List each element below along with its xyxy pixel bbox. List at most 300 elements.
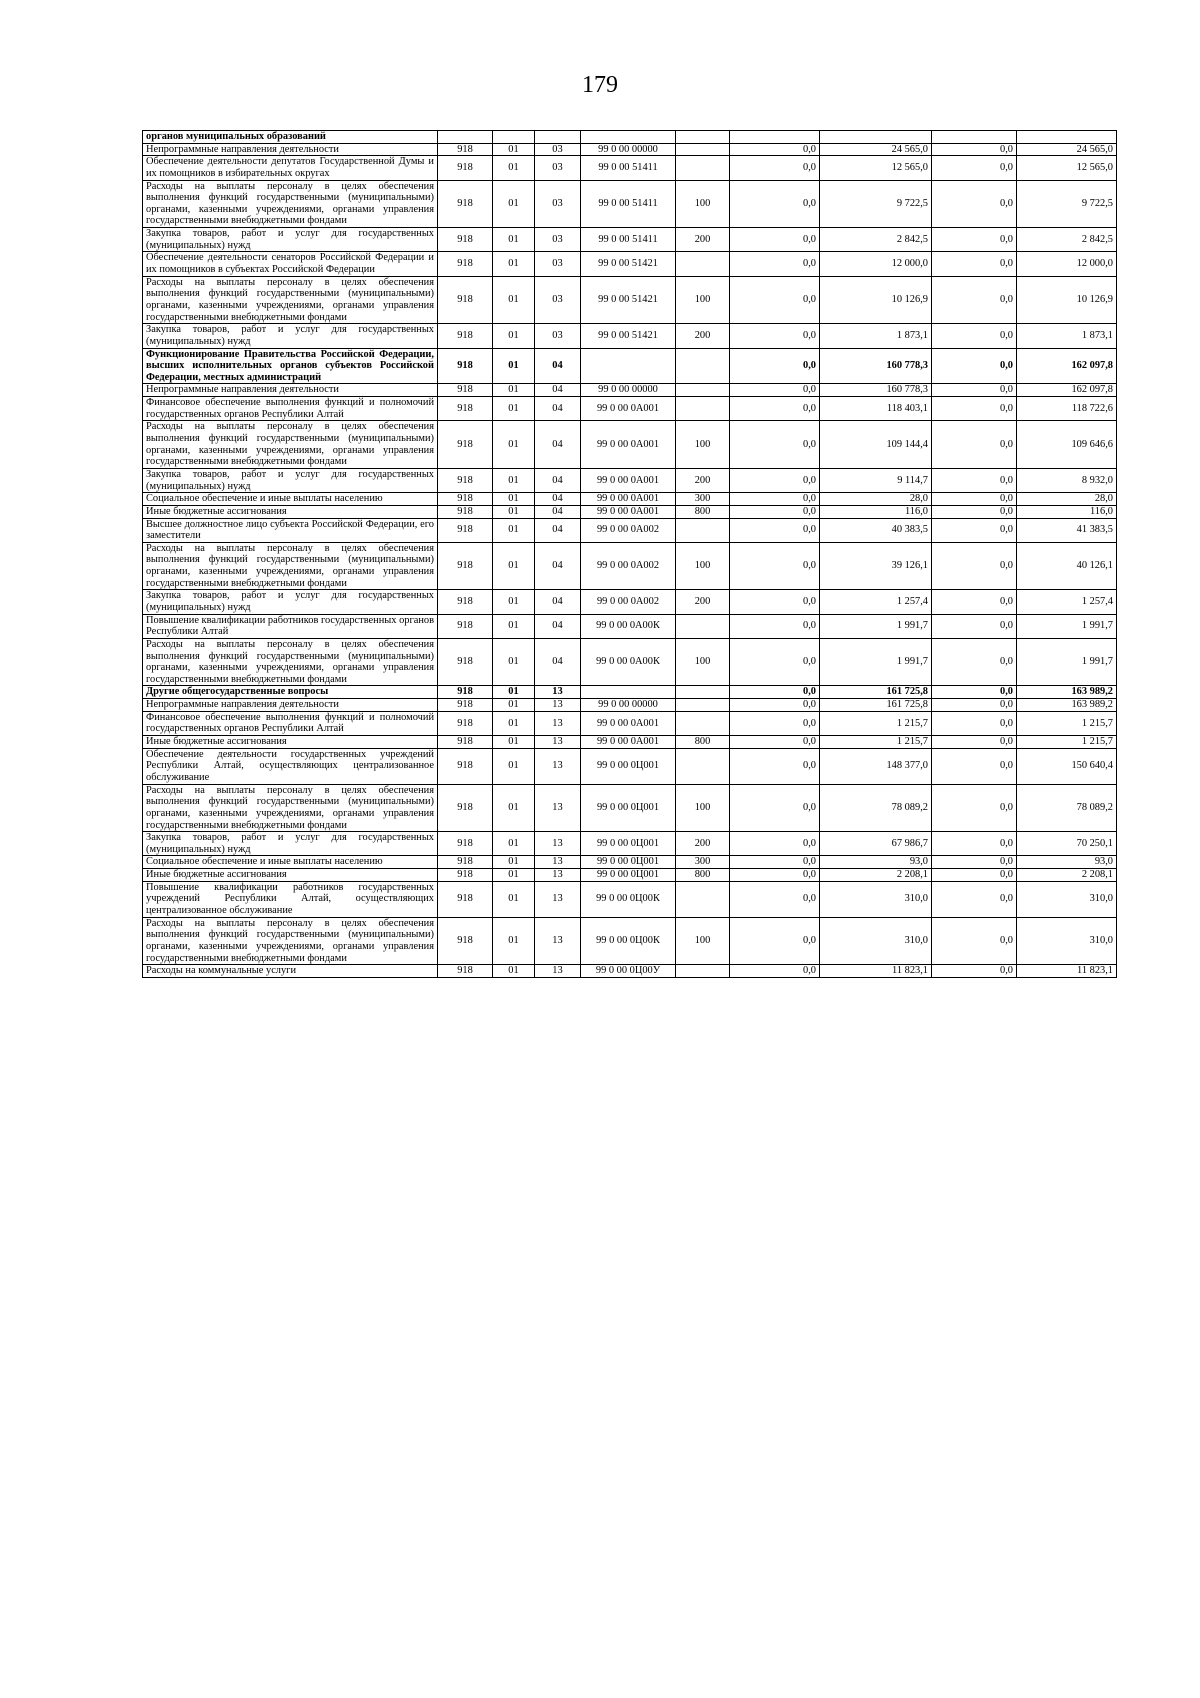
table-row <box>143 156 1117 180</box>
target-article-code: 99 0 00 0А002 <box>581 590 676 614</box>
subsection-code: 03 <box>535 143 581 156</box>
amount-col-3: 0,0 <box>932 614 1017 638</box>
expense-name: Финансовое обеспечение выполнения функций и полномочий государственных органов Республики Алтай <box>143 397 438 421</box>
amount-col-1: 0,0 <box>730 748 820 784</box>
section-code: 01 <box>493 180 535 228</box>
amount-col-1: 0,0 <box>730 917 820 965</box>
target-article-code: 99 0 00 00000 <box>581 384 676 397</box>
amount-col-1: 0,0 <box>730 638 820 686</box>
amount-col-4: 12 000,0 <box>1017 252 1117 276</box>
section-code: 01 <box>493 384 535 397</box>
admin-code: 918 <box>438 832 493 856</box>
section-code: 01 <box>493 832 535 856</box>
admin-code: 918 <box>438 468 493 492</box>
section-code: 01 <box>493 493 535 506</box>
amount-col-2: 310,0 <box>820 881 932 917</box>
subsection-code: 13 <box>535 965 581 978</box>
section-code: 01 <box>493 397 535 421</box>
expense-name: Расходы на выплаты персоналу в целях обеспечения выполнения функций государственными (муниципальными) органами, казенными учреждениями, органами управления государственными внебюджетными фондами <box>143 638 438 686</box>
section-code: 01 <box>493 638 535 686</box>
amount-col-2: 1 991,7 <box>820 614 932 638</box>
expense-name: Повышение квалификации работников государственных органов Республики Алтай <box>143 614 438 638</box>
expense-type-code <box>676 881 730 917</box>
section-code: 01 <box>493 711 535 735</box>
target-article-code: 99 0 00 0А001 <box>581 505 676 518</box>
table-row <box>143 252 1117 276</box>
subsection-code: 04 <box>535 505 581 518</box>
section-code: 01 <box>493 917 535 965</box>
amount-col-4: 163 989,2 <box>1017 686 1117 699</box>
amount-col-1: 0,0 <box>730 736 820 749</box>
expense-name: Расходы на выплаты персоналу в целях обеспечения выполнения функций государственными (муниципальными) органами, казенными учреждениями, органами управления государственными внебюджетными фондами <box>143 180 438 228</box>
amount-col-2: 1 215,7 <box>820 711 932 735</box>
admin-code: 918 <box>438 252 493 276</box>
expense-name: Закупка товаров, работ и услуг для государственных (муниципальных) нужд <box>143 228 438 252</box>
expense-name: Обеспечение деятельности сенаторов Российской Федерации и их помощников в субъектах Российской Федерации <box>143 252 438 276</box>
admin-code: 918 <box>438 784 493 832</box>
admin-code: 918 <box>438 143 493 156</box>
amount-col-1: 0,0 <box>730 228 820 252</box>
amount-col-1: 0,0 <box>730 348 820 384</box>
amount-col-1: 0,0 <box>730 143 820 156</box>
section-code: 01 <box>493 468 535 492</box>
amount-col-2: 1 215,7 <box>820 736 932 749</box>
amount-col-4: 1 257,4 <box>1017 590 1117 614</box>
expense-name: Непрограммные направления деятельности <box>143 699 438 712</box>
expense-type-code <box>676 711 730 735</box>
expense-type-code: 200 <box>676 228 730 252</box>
amount-col-4: 8 932,0 <box>1017 468 1117 492</box>
subsection-code: 04 <box>535 397 581 421</box>
subsection-code: 04 <box>535 542 581 590</box>
subsection-code: 04 <box>535 384 581 397</box>
expense-type-code: 800 <box>676 736 730 749</box>
table-row <box>143 228 1117 252</box>
admin-code: 918 <box>438 736 493 749</box>
subsection-code: 13 <box>535 832 581 856</box>
section-code: 01 <box>493 748 535 784</box>
amount-col-3: 0,0 <box>932 421 1017 469</box>
amount-col-4: 1 215,7 <box>1017 736 1117 749</box>
expense-name: Закупка товаров, работ и услуг для государственных (муниципальных) нужд <box>143 324 438 348</box>
amount-col-4 <box>1017 131 1117 144</box>
target-article-code: 99 0 00 0Ц00К <box>581 881 676 917</box>
target-article-code: 99 0 00 0А001 <box>581 736 676 749</box>
expense-name: Социальное обеспечение и иные выплаты населению <box>143 493 438 506</box>
section-code: 01 <box>493 421 535 469</box>
admin-code: 918 <box>438 711 493 735</box>
amount-col-2: 9 722,5 <box>820 180 932 228</box>
expense-type-code: 100 <box>676 276 730 324</box>
amount-col-3: 0,0 <box>932 180 1017 228</box>
target-article-code: 99 0 00 51421 <box>581 324 676 348</box>
amount-col-1: 0,0 <box>730 384 820 397</box>
expense-name: Иные бюджетные ассигнования <box>143 736 438 749</box>
expense-name: Непрограммные направления деятельности <box>143 384 438 397</box>
admin-code: 918 <box>438 228 493 252</box>
admin-code: 918 <box>438 276 493 324</box>
expense-type-code <box>676 348 730 384</box>
amount-col-4: 1 991,7 <box>1017 614 1117 638</box>
expense-type-code: 800 <box>676 869 730 882</box>
amount-col-2: 11 823,1 <box>820 965 932 978</box>
expense-name: Функционирование Правительства Российской Федерации, высших исполнительных органов субъектов Российской Федерации, местных администраций <box>143 348 438 384</box>
amount-col-2: 10 126,9 <box>820 276 932 324</box>
subsection-code: 04 <box>535 638 581 686</box>
expense-type-code <box>676 965 730 978</box>
amount-col-4: 10 126,9 <box>1017 276 1117 324</box>
budget-table <box>142 130 1117 978</box>
admin-code: 918 <box>438 965 493 978</box>
table-row <box>143 518 1117 542</box>
amount-col-4: 310,0 <box>1017 917 1117 965</box>
amount-col-3: 0,0 <box>932 252 1017 276</box>
target-article-code: 99 0 00 0Ц001 <box>581 869 676 882</box>
admin-code: 918 <box>438 686 493 699</box>
table-row <box>143 468 1117 492</box>
table-row <box>143 384 1117 397</box>
expense-name: органов муниципальных образований <box>143 131 438 144</box>
amount-col-2: 2 842,5 <box>820 228 932 252</box>
expense-type-code <box>676 156 730 180</box>
amount-col-3: 0,0 <box>932 856 1017 869</box>
admin-code: 918 <box>438 348 493 384</box>
subsection-code: 03 <box>535 228 581 252</box>
target-article-code: 99 0 00 0Ц001 <box>581 832 676 856</box>
target-article-code: 99 0 00 0А001 <box>581 711 676 735</box>
subsection-code: 13 <box>535 881 581 917</box>
admin-code: 918 <box>438 856 493 869</box>
amount-col-2: 2 208,1 <box>820 869 932 882</box>
target-article-code: 99 0 00 0А001 <box>581 468 676 492</box>
amount-col-2: 39 126,1 <box>820 542 932 590</box>
target-article-code <box>581 131 676 144</box>
amount-col-2: 12 565,0 <box>820 156 932 180</box>
table-row <box>143 917 1117 965</box>
table-row <box>143 180 1117 228</box>
admin-code: 918 <box>438 384 493 397</box>
expense-type-code: 100 <box>676 784 730 832</box>
amount-col-3: 0,0 <box>932 384 1017 397</box>
admin-code: 918 <box>438 493 493 506</box>
amount-col-3: 0,0 <box>932 493 1017 506</box>
amount-col-4: 1 215,7 <box>1017 711 1117 735</box>
amount-col-1: 0,0 <box>730 421 820 469</box>
expense-name: Повышение квалификации работников государственных учреждений Республики Алтай, осуществляющих централизованное обслуживание <box>143 881 438 917</box>
amount-col-3: 0,0 <box>932 518 1017 542</box>
table-row <box>143 711 1117 735</box>
section-code: 01 <box>493 881 535 917</box>
section-code: 01 <box>493 784 535 832</box>
section-code: 01 <box>493 228 535 252</box>
amount-col-1: 0,0 <box>730 542 820 590</box>
amount-col-4: 162 097,8 <box>1017 348 1117 384</box>
amount-col-3: 0,0 <box>932 699 1017 712</box>
target-article-code: 99 0 00 0А001 <box>581 493 676 506</box>
amount-col-2: 24 565,0 <box>820 143 932 156</box>
amount-col-3: 0,0 <box>932 869 1017 882</box>
target-article-code: 99 0 00 0Ц001 <box>581 748 676 784</box>
expense-type-code: 300 <box>676 856 730 869</box>
amount-col-1: 0,0 <box>730 180 820 228</box>
table-row <box>143 856 1117 869</box>
table-row <box>143 881 1117 917</box>
amount-col-2: 93,0 <box>820 856 932 869</box>
expense-name: Социальное обеспечение и иные выплаты населению <box>143 856 438 869</box>
expense-type-code: 100 <box>676 638 730 686</box>
table-row <box>143 348 1117 384</box>
amount-col-3: 0,0 <box>932 228 1017 252</box>
table-row <box>143 965 1117 978</box>
amount-col-3: 0,0 <box>932 590 1017 614</box>
expense-name: Иные бюджетные ассигнования <box>143 505 438 518</box>
target-article-code: 99 0 00 0А00К <box>581 614 676 638</box>
expense-type-code <box>676 518 730 542</box>
amount-col-4: 28,0 <box>1017 493 1117 506</box>
amount-col-4: 163 989,2 <box>1017 699 1117 712</box>
budget-table-body <box>143 131 1117 978</box>
expense-name: Расходы на выплаты персоналу в целях обеспечения выполнения функций государственными (муниципальными) органами, казенными учреждениями, органами управления государственными внебюджетными фондами <box>143 276 438 324</box>
target-article-code <box>581 686 676 699</box>
amount-col-1: 0,0 <box>730 881 820 917</box>
section-code <box>493 131 535 144</box>
amount-col-2: 148 377,0 <box>820 748 932 784</box>
section-code: 01 <box>493 252 535 276</box>
amount-col-1: 0,0 <box>730 276 820 324</box>
section-code: 01 <box>493 736 535 749</box>
amount-col-4: 116,0 <box>1017 505 1117 518</box>
admin-code: 918 <box>438 699 493 712</box>
section-code: 01 <box>493 505 535 518</box>
target-article-code: 99 0 00 0А001 <box>581 421 676 469</box>
section-code: 01 <box>493 699 535 712</box>
section-code: 01 <box>493 869 535 882</box>
table-row <box>143 784 1117 832</box>
section-code: 01 <box>493 856 535 869</box>
amount-col-3: 0,0 <box>932 736 1017 749</box>
subsection-code: 13 <box>535 686 581 699</box>
amount-col-2: 1 991,7 <box>820 638 932 686</box>
expense-type-code: 200 <box>676 324 730 348</box>
amount-col-1: 0,0 <box>730 614 820 638</box>
amount-col-2: 28,0 <box>820 493 932 506</box>
expense-name: Финансовое обеспечение выполнения функций и полномочий государственных органов Республики Алтай <box>143 711 438 735</box>
target-article-code: 99 0 00 51411 <box>581 180 676 228</box>
admin-code: 918 <box>438 590 493 614</box>
admin-code: 918 <box>438 748 493 784</box>
subsection-code: 04 <box>535 614 581 638</box>
admin-code: 918 <box>438 869 493 882</box>
expense-type-code <box>676 614 730 638</box>
expense-name: Расходы на выплаты персоналу в целях обеспечения выполнения функций государственными (муниципальными) органами, казенными учреждениями, органами управления государственными внебюджетными фондами <box>143 542 438 590</box>
amount-col-1: 0,0 <box>730 856 820 869</box>
page-number: 179 <box>582 72 618 98</box>
expense-name: Закупка товаров, работ и услуг для государственных (муниципальных) нужд <box>143 590 438 614</box>
admin-code: 918 <box>438 638 493 686</box>
subsection-code: 03 <box>535 180 581 228</box>
table-row <box>143 614 1117 638</box>
target-article-code: 99 0 00 0Ц00К <box>581 917 676 965</box>
amount-col-4: 1 991,7 <box>1017 638 1117 686</box>
section-code: 01 <box>493 686 535 699</box>
amount-col-1: 0,0 <box>730 711 820 735</box>
expense-type-code: 200 <box>676 468 730 492</box>
amount-col-4: 310,0 <box>1017 881 1117 917</box>
table-row <box>143 143 1117 156</box>
expense-name: Расходы на выплаты персоналу в целях обеспечения выполнения функций государственными (муниципальными) органами, казенными учреждениями, органами управления государственными внебюджетными фондами <box>143 784 438 832</box>
admin-code: 918 <box>438 505 493 518</box>
amount-col-4: 11 823,1 <box>1017 965 1117 978</box>
amount-col-3: 0,0 <box>932 348 1017 384</box>
amount-col-2: 160 778,3 <box>820 348 932 384</box>
expense-type-code <box>676 252 730 276</box>
expense-name: Непрограммные направления деятельности <box>143 143 438 156</box>
amount-col-2 <box>820 131 932 144</box>
amount-col-3: 0,0 <box>932 832 1017 856</box>
table-row <box>143 131 1117 144</box>
table-row <box>143 590 1117 614</box>
amount-col-1: 0,0 <box>730 493 820 506</box>
admin-code: 918 <box>438 881 493 917</box>
subsection-code: 03 <box>535 324 581 348</box>
admin-code: 918 <box>438 397 493 421</box>
amount-col-4: 93,0 <box>1017 856 1117 869</box>
amount-col-2: 160 778,3 <box>820 384 932 397</box>
target-article-code: 99 0 00 00000 <box>581 143 676 156</box>
amount-col-3: 0,0 <box>932 542 1017 590</box>
subsection-code: 04 <box>535 348 581 384</box>
admin-code: 918 <box>438 180 493 228</box>
expense-type-code: 300 <box>676 493 730 506</box>
subsection-code: 13 <box>535 856 581 869</box>
amount-col-1: 0,0 <box>730 686 820 699</box>
amount-col-2: 161 725,8 <box>820 699 932 712</box>
target-article-code: 99 0 00 0А00К <box>581 638 676 686</box>
admin-code: 918 <box>438 917 493 965</box>
amount-col-1: 0,0 <box>730 832 820 856</box>
table-row <box>143 736 1117 749</box>
amount-col-3: 0,0 <box>932 965 1017 978</box>
subsection-code: 03 <box>535 252 581 276</box>
amount-col-1: 0,0 <box>730 965 820 978</box>
subsection-code: 13 <box>535 711 581 735</box>
amount-col-4: 70 250,1 <box>1017 832 1117 856</box>
table-row <box>143 505 1117 518</box>
section-code: 01 <box>493 965 535 978</box>
amount-col-1: 0,0 <box>730 869 820 882</box>
amount-col-3: 0,0 <box>932 276 1017 324</box>
amount-col-1: 0,0 <box>730 397 820 421</box>
amount-col-3: 0,0 <box>932 156 1017 180</box>
amount-col-3: 0,0 <box>932 143 1017 156</box>
expense-type-code <box>676 143 730 156</box>
table-row <box>143 748 1117 784</box>
amount-col-2: 109 144,4 <box>820 421 932 469</box>
expense-type-code: 100 <box>676 542 730 590</box>
amount-col-1: 0,0 <box>730 699 820 712</box>
expense-type-code: 100 <box>676 180 730 228</box>
expense-type-code <box>676 131 730 144</box>
amount-col-3: 0,0 <box>932 686 1017 699</box>
amount-col-3: 0,0 <box>932 468 1017 492</box>
amount-col-1: 0,0 <box>730 324 820 348</box>
target-article-code: 99 0 00 51411 <box>581 228 676 252</box>
table-row <box>143 638 1117 686</box>
subsection-code: 03 <box>535 276 581 324</box>
subsection-code: 13 <box>535 917 581 965</box>
table-row <box>143 699 1117 712</box>
admin-code: 918 <box>438 324 493 348</box>
admin-code: 918 <box>438 614 493 638</box>
admin-code: 918 <box>438 156 493 180</box>
table-row <box>143 542 1117 590</box>
amount-col-4: 2 208,1 <box>1017 869 1117 882</box>
section-code: 01 <box>493 143 535 156</box>
amount-col-1: 0,0 <box>730 252 820 276</box>
amount-col-4: 2 842,5 <box>1017 228 1117 252</box>
amount-col-4: 40 126,1 <box>1017 542 1117 590</box>
expense-type-code <box>676 397 730 421</box>
amount-col-2: 12 000,0 <box>820 252 932 276</box>
amount-col-2: 118 403,1 <box>820 397 932 421</box>
amount-col-1 <box>730 131 820 144</box>
target-article-code: 99 0 00 0А002 <box>581 542 676 590</box>
section-code: 01 <box>493 518 535 542</box>
amount-col-1: 0,0 <box>730 784 820 832</box>
subsection-code: 13 <box>535 736 581 749</box>
subsection-code: 04 <box>535 468 581 492</box>
expense-name: Высшее должностное лицо субъекта Российской Федерации, его заместители <box>143 518 438 542</box>
table-row <box>143 686 1117 699</box>
amount-col-4: 78 089,2 <box>1017 784 1117 832</box>
amount-col-4: 109 646,6 <box>1017 421 1117 469</box>
amount-col-3: 0,0 <box>932 638 1017 686</box>
amount-col-4: 1 873,1 <box>1017 324 1117 348</box>
amount-col-4: 9 722,5 <box>1017 180 1117 228</box>
table-row <box>143 397 1117 421</box>
target-article-code <box>581 348 676 384</box>
amount-col-3: 0,0 <box>932 505 1017 518</box>
amount-col-4: 24 565,0 <box>1017 143 1117 156</box>
expense-type-code <box>676 699 730 712</box>
table-row <box>143 324 1117 348</box>
amount-col-2: 1 873,1 <box>820 324 932 348</box>
amount-col-4: 162 097,8 <box>1017 384 1117 397</box>
subsection-code: 13 <box>535 699 581 712</box>
amount-col-4: 12 565,0 <box>1017 156 1117 180</box>
expense-name: Закупка товаров, работ и услуг для государственных (муниципальных) нужд <box>143 468 438 492</box>
amount-col-4: 41 383,5 <box>1017 518 1117 542</box>
amount-col-3 <box>932 131 1017 144</box>
amount-col-1: 0,0 <box>730 505 820 518</box>
subsection-code: 03 <box>535 156 581 180</box>
target-article-code: 99 0 00 0Ц001 <box>581 784 676 832</box>
amount-col-3: 0,0 <box>932 711 1017 735</box>
subsection-code <box>535 131 581 144</box>
amount-col-4: 150 640,4 <box>1017 748 1117 784</box>
table-row <box>143 276 1117 324</box>
admin-code <box>438 131 493 144</box>
subsection-code: 13 <box>535 748 581 784</box>
expense-type-code: 100 <box>676 421 730 469</box>
admin-code: 918 <box>438 542 493 590</box>
expense-type-code: 800 <box>676 505 730 518</box>
section-code: 01 <box>493 276 535 324</box>
amount-col-2: 78 089,2 <box>820 784 932 832</box>
admin-code: 918 <box>438 421 493 469</box>
amount-col-3: 0,0 <box>932 917 1017 965</box>
expense-type-code: 100 <box>676 917 730 965</box>
